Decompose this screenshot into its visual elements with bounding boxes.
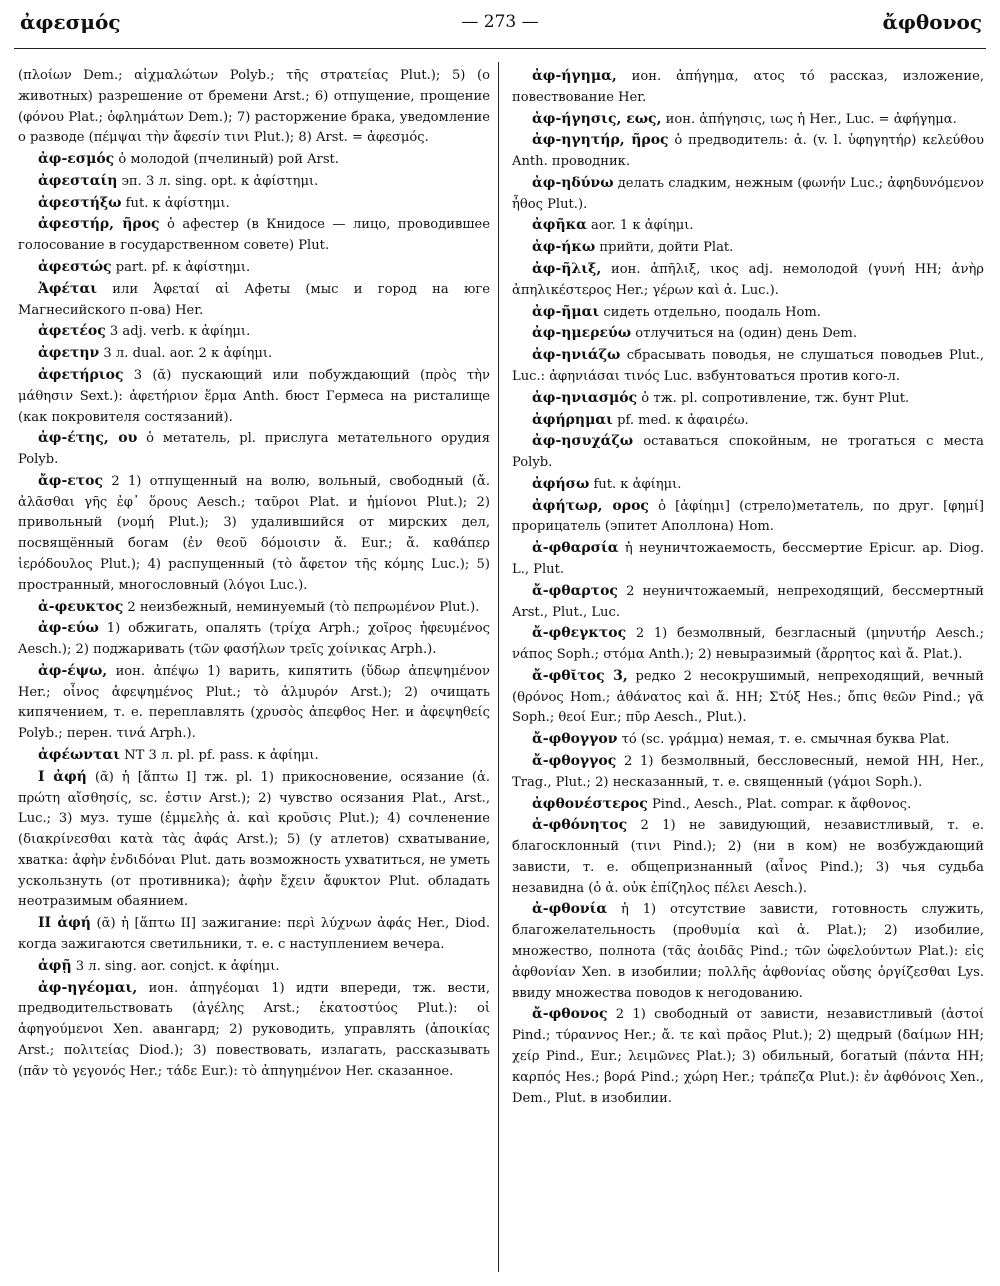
entry-headword: ἀφήρημαι xyxy=(532,411,613,428)
entry-headword: ἄ-φθογγον xyxy=(532,731,618,748)
entry-headword: Ἀφέται xyxy=(38,280,98,297)
dictionary-entry xyxy=(18,767,490,913)
dictionary-entry xyxy=(18,618,490,661)
entry-definition: ион. ἀπέψω 1) варить, кипятить (ὕδωρ ἀπεψημένον Her.; οἶνος ἀφεψημένος Plut.; τὸ ἁλμυρόν Arst.); 2) очищать кипячением, т. е. переплавлять (χρυσὸς ἀπεφθος Her. и ἀφεψηθείς Polyb.; перен. τινά Arph.). xyxy=(18,663,490,742)
right-column xyxy=(512,66,984,1109)
dictionary-entry xyxy=(18,279,490,322)
entry-headword: ἀφῆκα xyxy=(532,217,587,234)
entry-definition: ион. ἀπηγέομαι 1) идти впереди, тж. вести, предводительствовать (ἀγέλης Arst.; ἑκατοστύος Plut.): οἱ ἀφηγούμενοι Xen. авангард; 2) руководить, управлять (ἀποικίας Arst.; πολιτείας Diod.); 3) повествовать, излагать, рассказывать (πᾶν τὸ γεγονός Her.; τάδε Eur.): τὸ ἀπηγημένον Her. сказанное. xyxy=(18,980,490,1079)
entry-headword: ἀφ-εσμός xyxy=(38,151,115,168)
entry-headword: ἄ-φθαρτος xyxy=(532,582,618,599)
dictionary-entry xyxy=(18,978,490,1083)
entry-definition: 2 неизбежный, неминуемый (τὸ πεπρωμένον Plut.). xyxy=(123,599,480,615)
entry-definition: ὁ тж. pl. сопротивление, тж. бунт Plut. xyxy=(637,390,910,406)
dictionary-entry xyxy=(512,259,984,302)
entry-definition: прийти, дойти Plat. xyxy=(595,240,734,256)
dictionary-entry xyxy=(18,193,490,215)
header-rule xyxy=(14,48,986,49)
entry-headword: ἀφ-ήγησις, εως, xyxy=(532,110,662,127)
dictionary-entry xyxy=(512,751,984,794)
entry-headword: ἀφήτωρ, ορος xyxy=(532,497,649,514)
entry-headword: ἀφέωνται xyxy=(38,747,120,763)
dictionary-entry xyxy=(512,109,984,131)
dictionary-entry xyxy=(512,496,984,539)
entry-headword: ἀφετέος xyxy=(38,323,106,340)
dictionary-entry xyxy=(512,815,984,899)
running-head-left: ἀφεσμός xyxy=(20,10,121,34)
dictionary-entry xyxy=(512,237,984,259)
dictionary-entry xyxy=(18,66,490,149)
entry-definition: ὁ молодой (пчелиный) рой Arst. xyxy=(114,152,339,168)
dictionary-entry xyxy=(512,215,984,237)
entry-headword: ἄ-φθῐτος 3, xyxy=(532,667,628,684)
entry-definition: ион. ἀπῆλιξ, ικος adj. немолодой (γυνή HH; ἀνὴρ ἀπηλικέστερος Her.; γέρων καὶ ἀ. Luc.). xyxy=(512,262,984,298)
entry-definition: NT 3 л. pl. pf. pass. к ἀφίημι. xyxy=(119,748,319,763)
entry-headword: ἀ-φθονία xyxy=(532,901,608,918)
entry-headword: ἀφ-ῆλιξ, xyxy=(532,261,602,278)
entry-definition: сбрасывать поводья, не слушаться поводьев Plut., Luc.: ἀφηνιάσαι τινός Luc. взбунтоваться против кого-л. xyxy=(512,348,984,384)
dictionary-entry xyxy=(18,365,490,428)
entry-definition: ὁ метатель, pl. прислуга метательного орудия Polyb. xyxy=(18,431,490,468)
entry-headword: ἀφετην xyxy=(38,345,100,362)
dictionary-entry xyxy=(512,794,984,816)
running-head-right: ἄφθονος xyxy=(882,10,982,34)
dictionary-entry xyxy=(512,474,984,496)
entry-definition: pf. med. к ἀφαιρέω. xyxy=(612,412,749,428)
entry-definition: ἡ неуничтожаемость, бессмертие Epicur. ap. Diog. L., Plut. xyxy=(512,541,984,577)
entry-headword: ἄφ-ετος xyxy=(38,472,104,489)
dictionary-entry xyxy=(18,321,490,343)
entry-definition: 3 л. dual. aor. 2 к ἀφίημι. xyxy=(99,346,273,362)
entry-definition: fut. к ἀφίημι. xyxy=(589,476,682,492)
dictionary-entry xyxy=(18,149,490,171)
entry-definition: ион. ἀπήγημα, ατος τό рассказ, изложение, повествование Her. xyxy=(512,69,984,105)
entry-headword: II ἀφή xyxy=(38,915,91,932)
entry-headword: ἄ-φθογγος xyxy=(532,753,617,769)
entry-headword: ἀφεστήρ, ῆρος xyxy=(38,216,160,233)
entry-definition: Pind., Aesch., Plat. compar. к ἄφθονος. xyxy=(647,796,912,812)
entry-definition: 1) обжигать, опалять (τρίχα Arph.; χοῖρος ἠφευμένος Aesch.); 2) поджаривать (τῶν φασήλων τρεῖς χοίνικας Arph.). xyxy=(18,621,490,658)
page-header xyxy=(14,10,986,44)
entry-definition: aor. 1 к ἀφίημι. xyxy=(586,218,694,234)
entry-definition: (ᾰ) ἡ [ἅπτω II] зажигание: περὶ λύχνων ἀφάς Her., Diod. когда зажигаются светильники, т. е. с наступлением вечера. xyxy=(18,916,490,953)
dictionary-entry xyxy=(512,173,984,216)
entry-headword: ἀφ-ηνιασμός xyxy=(532,389,638,406)
entry-definition: сидеть отдельно, поодаль Hom. xyxy=(599,304,821,320)
entry-headword: ἀφεστήξω xyxy=(38,194,122,211)
entry-definition: 3 adj. verb. к ἀφίημι. xyxy=(105,324,251,340)
entry-headword: ἀφ-έτης, ου xyxy=(38,430,138,447)
dictionary-entry xyxy=(512,388,984,410)
dictionary-entry xyxy=(512,623,984,666)
entry-definition: (ᾰ) ἡ [ἅπτω I] тж. pl. 1) прикосновение, осязание (ἁ. πρώτη αἴσθησίς, sc. ἐστιν Arst.); 2) чувство осязания Plat., Arst., Luc.; 3) муз. туше (ἐμμελὴς ἁ. καὶ κροῦσις Plut.); 4) сочленение (διακρίνεσθαι κατὰ τὰς ἀφάς Arst.); 5) (у атлетов) схватывание, хватка: ἀφὴν ἐνδιδόναι Plut. дать возможность ухватиться, не уметь ускользнуть (от противника); ἀφὴν ἔχειν ἄφυκτον Plut. обладать неотразимым обаянием. xyxy=(18,769,490,910)
entry-headword: ἀ-φθαρσία xyxy=(532,540,619,557)
dictionary-entry xyxy=(512,66,984,109)
entry-definition: 2 1) отпущенный на волю, вольный, свободный (ἄ. ἀλᾶσθαι γῆς ἐφ᾽ ὅρους Aesch.; ταῦροι Plat. и ἡμίονοι Plut.); 2) привольный (νομή Plut.); 3) удалившийся от мирских дел, посвящённый богам (ἐν θεοῦ δόμοισιν ἄ. Eur.; ἄ. καθάπερ ἱερόδουλος Plut.); 4) распущенный (τὸ ἄφετον τῆς κόμης Luc.); 5) пространный, многословный (λόγοι Luc.). xyxy=(18,473,490,593)
entry-headword: ἀφήσω xyxy=(532,475,590,492)
entry-definition: 2 1) безмолвный, бессловесный, немой HH, Her., Trag., Plut.; 2) несказанный, т. е. священный (γάμοι Soph.). xyxy=(512,754,984,790)
entry-definition: τό (sc. γράμμα) немая, т. е. смычная буква Plat. xyxy=(617,732,950,748)
entry-headword: ἀφ-ήγημα, xyxy=(532,68,617,84)
dictionary-entry xyxy=(18,913,490,956)
dictionary-entry xyxy=(512,410,984,432)
dictionary-entry xyxy=(512,323,984,345)
entry-headword: ἀφ-ημερεύω xyxy=(532,325,632,342)
entry-definition: ион. ἀπήγησις, ιως ἡ Her., Luc. = ἀφήγημα. xyxy=(661,111,957,127)
dictionary-entry xyxy=(512,431,984,474)
dictionary-entry xyxy=(18,471,490,597)
entry-headword: ἀφ-εύω xyxy=(38,620,99,637)
dictionary-entry xyxy=(512,538,984,581)
dictionary-entry xyxy=(18,171,490,193)
entry-headword: ἀ-φευκτος xyxy=(38,598,124,615)
entry-definition: отлучиться на (один) день Dem. xyxy=(631,326,858,342)
dictionary-entry xyxy=(512,899,984,1004)
dictionary-entry xyxy=(18,661,490,745)
entry-headword: I ἀφή xyxy=(38,768,87,785)
dictionary-entry xyxy=(18,428,490,471)
entry-definition: 2 1) свободный от зависти, независтливый (ἀστοί Pind.; τύραννος Her.; ἄ. τε καὶ πρᾶος Plut.); 2) щедрый (δαίμων HH; χείρ Pind., Eur.; λειμῶνες Plat.); 3) обильный, богатый (πάντα HH; καρπός Hes.; βορά Pind.; χώρη Her.; τράπεζα Plut.): ἐν ἀφθόνοις Xen., Dem., Plut. в изобилии. xyxy=(512,1007,984,1106)
entry-definition: редко 2 несокрушимый, непреходящий, вечный (θρόνος Hom.; ἀθάνατος καὶ ἄ. HH; Στύξ Hes.; ὄπις θεῶν Pind.; γᾶ Soph.; θεοί Eur.; πῦρ Aesch., Plut.). xyxy=(512,668,985,726)
entry-definition: 2 1) не завидующий, независтливый, т. е. благосклонный (τινι Pind.); 2) (ни в ком) не возбуждающий зависти, т. е. общепризнанный (αἶνος Pind.); 3) чья судьба незавидна (ὁ ἀ. οὐκ ἐπίζηλος πέλει Aesch.). xyxy=(512,818,984,896)
dictionary-entry xyxy=(18,257,490,279)
entry-definition: (πλοίων Dem.; αἰχμαλώτων Polyb.; τῆς στρατείας Plut.); 5) (о животных) разрешение от бремени Arst.; 6) отпущение, прощение (φόνου Plat.; ὀφλημάτων Dem.); 7) расторжение брака, уведомление о разводе (πέμψαι τὴν ἄφεσίν τινι Plut.); 8) Arst. = ἀφεσμός. xyxy=(18,68,490,146)
entry-headword: ἀφ-ηγέομαι, xyxy=(38,979,138,996)
column-divider xyxy=(498,62,499,1272)
entry-headword: ἀφ-έψω, xyxy=(38,662,108,679)
entry-definition: делать сладким, нежным (φωνήν Luc.; ἀφηδυνόμενον ἦθος Plut.). xyxy=(512,175,984,212)
entry-definition: 2 1) безмолвный, безгласный (μηνυτήρ Aesch.; νάπος Soph.; στόμα Anth.); 2) невыразимый (ἄρρητος καὶ ἄ. Plat.). xyxy=(512,626,984,663)
dictionary-entry xyxy=(512,581,984,624)
entry-headword: ἀφεσταίη xyxy=(38,172,118,189)
entry-headword: ἀφ-ηγητήρ, ῆρος xyxy=(532,132,669,149)
entry-definition: эп. 3 л. sing. opt. к ἀφίστημι. xyxy=(117,173,319,189)
dictionary-entry xyxy=(512,729,984,751)
entry-definition: или Ἀφεταί αἱ Афеты (мыс и город на юге Магнесийского п-ова) Her. xyxy=(18,281,490,318)
entry-headword: ἀφθονέστερος xyxy=(532,795,648,812)
entry-definition: part. pf. к ἀφίστημι. xyxy=(111,260,251,276)
dictionary-entry xyxy=(512,302,984,324)
left-column xyxy=(18,66,490,1083)
page-number: — 273 — xyxy=(461,12,539,32)
entry-headword: ἀφ-ησυχάζω xyxy=(532,433,634,450)
entry-headword: ἄ-φθεγκτος xyxy=(532,625,627,642)
dictionary-entry xyxy=(18,597,490,619)
entry-definition: ὁ афестер (в Книдосе — лицо, проводившее голосование в государственном совете) Plut. xyxy=(18,217,490,254)
entry-definition: ὁ [ἀφίημι] (стрело)метатель, по друг. [φημί] прорицатель (эпитет Аполлона) Hom. xyxy=(512,498,984,535)
dictionary-entry xyxy=(18,214,490,257)
dictionary-entry xyxy=(512,1004,984,1109)
entry-headword: ἀφ-ηνιάζω xyxy=(532,347,621,364)
dictionary-entry xyxy=(512,130,984,173)
dictionary-entry xyxy=(18,343,490,365)
entry-headword: ἀφεστώς xyxy=(38,259,112,276)
dictionary-entry xyxy=(512,666,984,729)
entry-definition: 3 л. sing. aor. conjct. к ἀφίημι. xyxy=(71,958,280,974)
entry-definition: ὁ предводитель: ἁ. (v. l. ὑφηγητήρ) κελεύθου Anth. проводник. xyxy=(512,133,985,170)
entry-definition: ἡ 1) отсутствие зависти, готовность служить, благожелательность (προθυμία καὶ ἀ. Plat.); 2) изобилие, множество, полнота (τᾶς ἀοιδᾶς Pind.; τῶν ὠφελούντων Plat.): εἰς ἀφθονίαν Xen. в изобилии; πολλῆς ἀφθονίας οὔσης ὀργίζεσθαι Lys. ввиду множества поводов к негодованию. xyxy=(512,902,984,1001)
entry-definition: оставаться спокойным, не трогаться с места Polyb. xyxy=(512,434,984,471)
entry-headword: ἀφ-ῆμαι xyxy=(532,303,600,320)
entry-headword: ἀ-φθόνητος xyxy=(532,817,628,834)
entry-definition: 3 (ᾰ) пускающий или побуждающий (πρὸς τὴν μάθησιν Sext.): ἀφετήριον ἕρμα Anth. бюст Гермеса на ристалище (как покровителя состязаний). xyxy=(18,367,490,425)
entry-definition: fut. к ἀφίστημι. xyxy=(121,195,230,211)
entry-definition: 2 неуничтожаемый, непреходящий, бессмертный Arst., Plut., Luc. xyxy=(512,583,984,620)
dictionary-entry xyxy=(18,745,490,767)
dictionary-entry xyxy=(18,956,490,978)
entry-headword: ἀφετήριος xyxy=(38,366,124,383)
entry-headword: ἀφ-ήκω xyxy=(532,239,596,256)
entry-headword: ἀφῇ xyxy=(38,957,72,974)
entry-headword: ἄ-φθονος xyxy=(532,1006,608,1023)
dictionary-entry xyxy=(512,345,984,388)
entry-headword: ἀφ-ηδύνω xyxy=(532,174,614,191)
